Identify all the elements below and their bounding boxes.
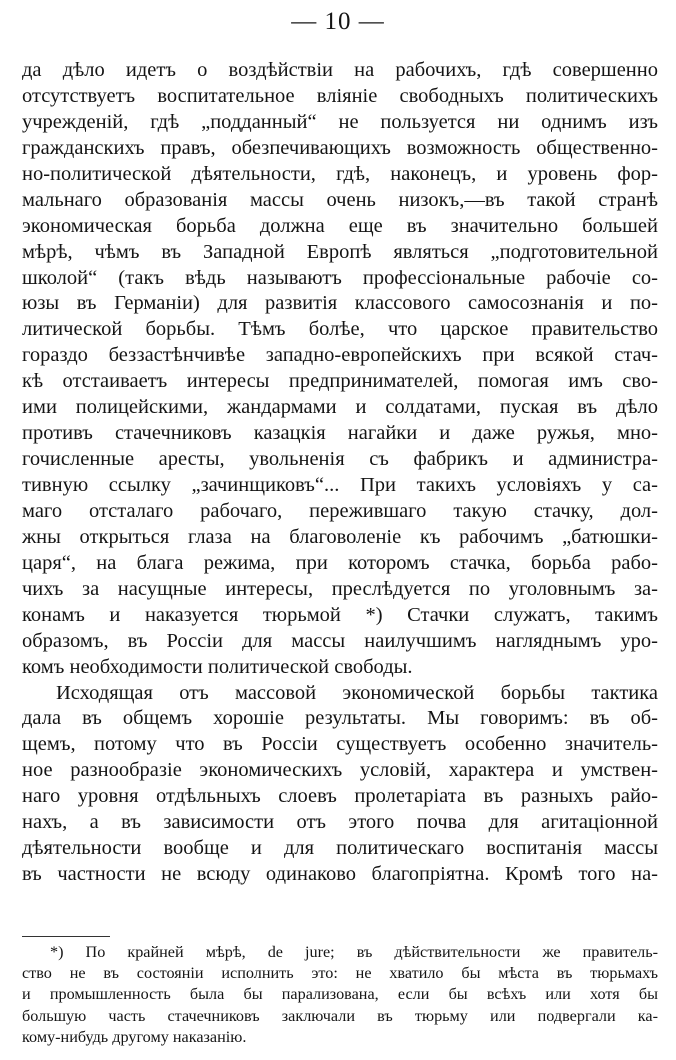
footnote-divider <box>22 936 110 937</box>
body-line: маго отсталаго рабочаго, пережившаго такую стачку, дол- <box>22 499 658 522</box>
footnote-line: *) По крайней мѣрѣ, de jure; въ дѣйствительности же правитель- <box>50 943 658 961</box>
body-line: жны открыться глаза на благоволеніе къ рабочимъ „батюшки- <box>22 525 658 548</box>
footnote-line: и промышленность была бы парализована, если бы всѣхъ или хотя бы <box>22 985 658 1004</box>
body-line: комъ необходимости политической свободы. <box>22 655 413 678</box>
body-line: чихъ за насущные интересы, преслѣдуется по уголовнымъ за- <box>22 577 658 600</box>
body-line: ими полицейскими, жандармами и солдатами, пуская въ дѣло <box>22 396 658 419</box>
body-line: въ частности не всюду одинаково благопріятна. Кромѣ того на- <box>22 863 658 886</box>
footnote <box>22 942 658 1048</box>
footnote-line: большую часть стачечниковъ заключали въ тюрьму или подвергали ка- <box>22 1006 658 1025</box>
body-line: образомъ, въ Россіи для массы наилучшимъ нагляднымъ уро- <box>22 629 658 652</box>
page-number: — 10 — <box>291 8 385 35</box>
body-line: конамъ и наказуется тюрьмой *) Стачки служатъ, такимъ <box>22 603 658 626</box>
body-line: школой“ (такъ вѣдь называютъ профессіональные рабочіе со- <box>22 266 658 289</box>
body-line: дала въ общемъ хорошіе результаты. Мы говоримъ: въ об- <box>22 707 658 730</box>
body-line: наго уровня отдѣльныхъ слоевъ пролетаріата въ разныхъ райо- <box>22 785 658 808</box>
body-line: мальнаго образованія массы очень низокъ,—въ такой странѣ <box>22 188 658 211</box>
body-line: мѣрѣ, чѣмъ въ Западной Европѣ являться „подготовительной <box>22 240 658 263</box>
body-line: кѣ отстаиваетъ интересы предпринимателей, помогая имъ сво- <box>22 370 658 393</box>
body-line: гораздо беззастѣнчивѣе западно-европейскихъ при всякой стач- <box>22 344 658 367</box>
body-line: да дѣло идетъ о воздѣйствіи на рабочихъ, гдѣ совершенно <box>22 59 658 81</box>
body-line: противъ стачечниковъ казацкія нагайки и даже ружья, мно- <box>22 422 658 445</box>
body-line: литической борьбы. Тѣмъ болѣе, что царское правительство <box>22 318 658 341</box>
body-line: юзы въ Германіи) для развитія классового самосознанія и по- <box>22 292 658 315</box>
body-line: царя“, на блага режима, при которомъ стачка, борьба рабо- <box>22 551 658 574</box>
body-line: гочисленные аресты, увольненія съ фабрикъ и администра- <box>22 448 658 471</box>
body-text <box>22 58 658 888</box>
body-line: экономическая борьба должна еще въ значительно большей <box>22 214 658 237</box>
body-line: щемъ, потому что въ Россіи существуетъ особенно значитель- <box>22 733 658 756</box>
body-line: Исходящая отъ массовой экономической борьбы тактика <box>56 681 658 704</box>
body-line: тивную ссылку „зачинщиковъ“... При такихъ условіяхъ у са- <box>22 474 658 496</box>
body-line: гражданскихъ правъ, обезпечивающихъ возможность общественно- <box>22 136 658 159</box>
body-line: дѣятельности вообще и для политическаго воспитанія массы <box>22 837 658 860</box>
footnote-line: ство не въ состояніи исполнить это: не хватило бы мѣста въ тюрьмахъ <box>22 964 658 983</box>
body-line: но-политической дѣятельности, гдѣ, наконецъ, и уровень фор- <box>22 162 658 185</box>
body-line: учрежденій, гдѣ „подданный“ не пользуется ни однимъ изъ <box>22 110 658 133</box>
body-line: ное разнообразіе экономическихъ условій, характера и умствен- <box>22 759 658 782</box>
body-line: отсутствуетъ воспитательное вліяніе свободныхъ политическихъ <box>22 84 658 107</box>
body-line: нахъ, а въ зависимости отъ этого почва для агитаціонной <box>22 811 658 834</box>
footnote-line: кому-нибудь другому наказанію. <box>22 1027 247 1046</box>
